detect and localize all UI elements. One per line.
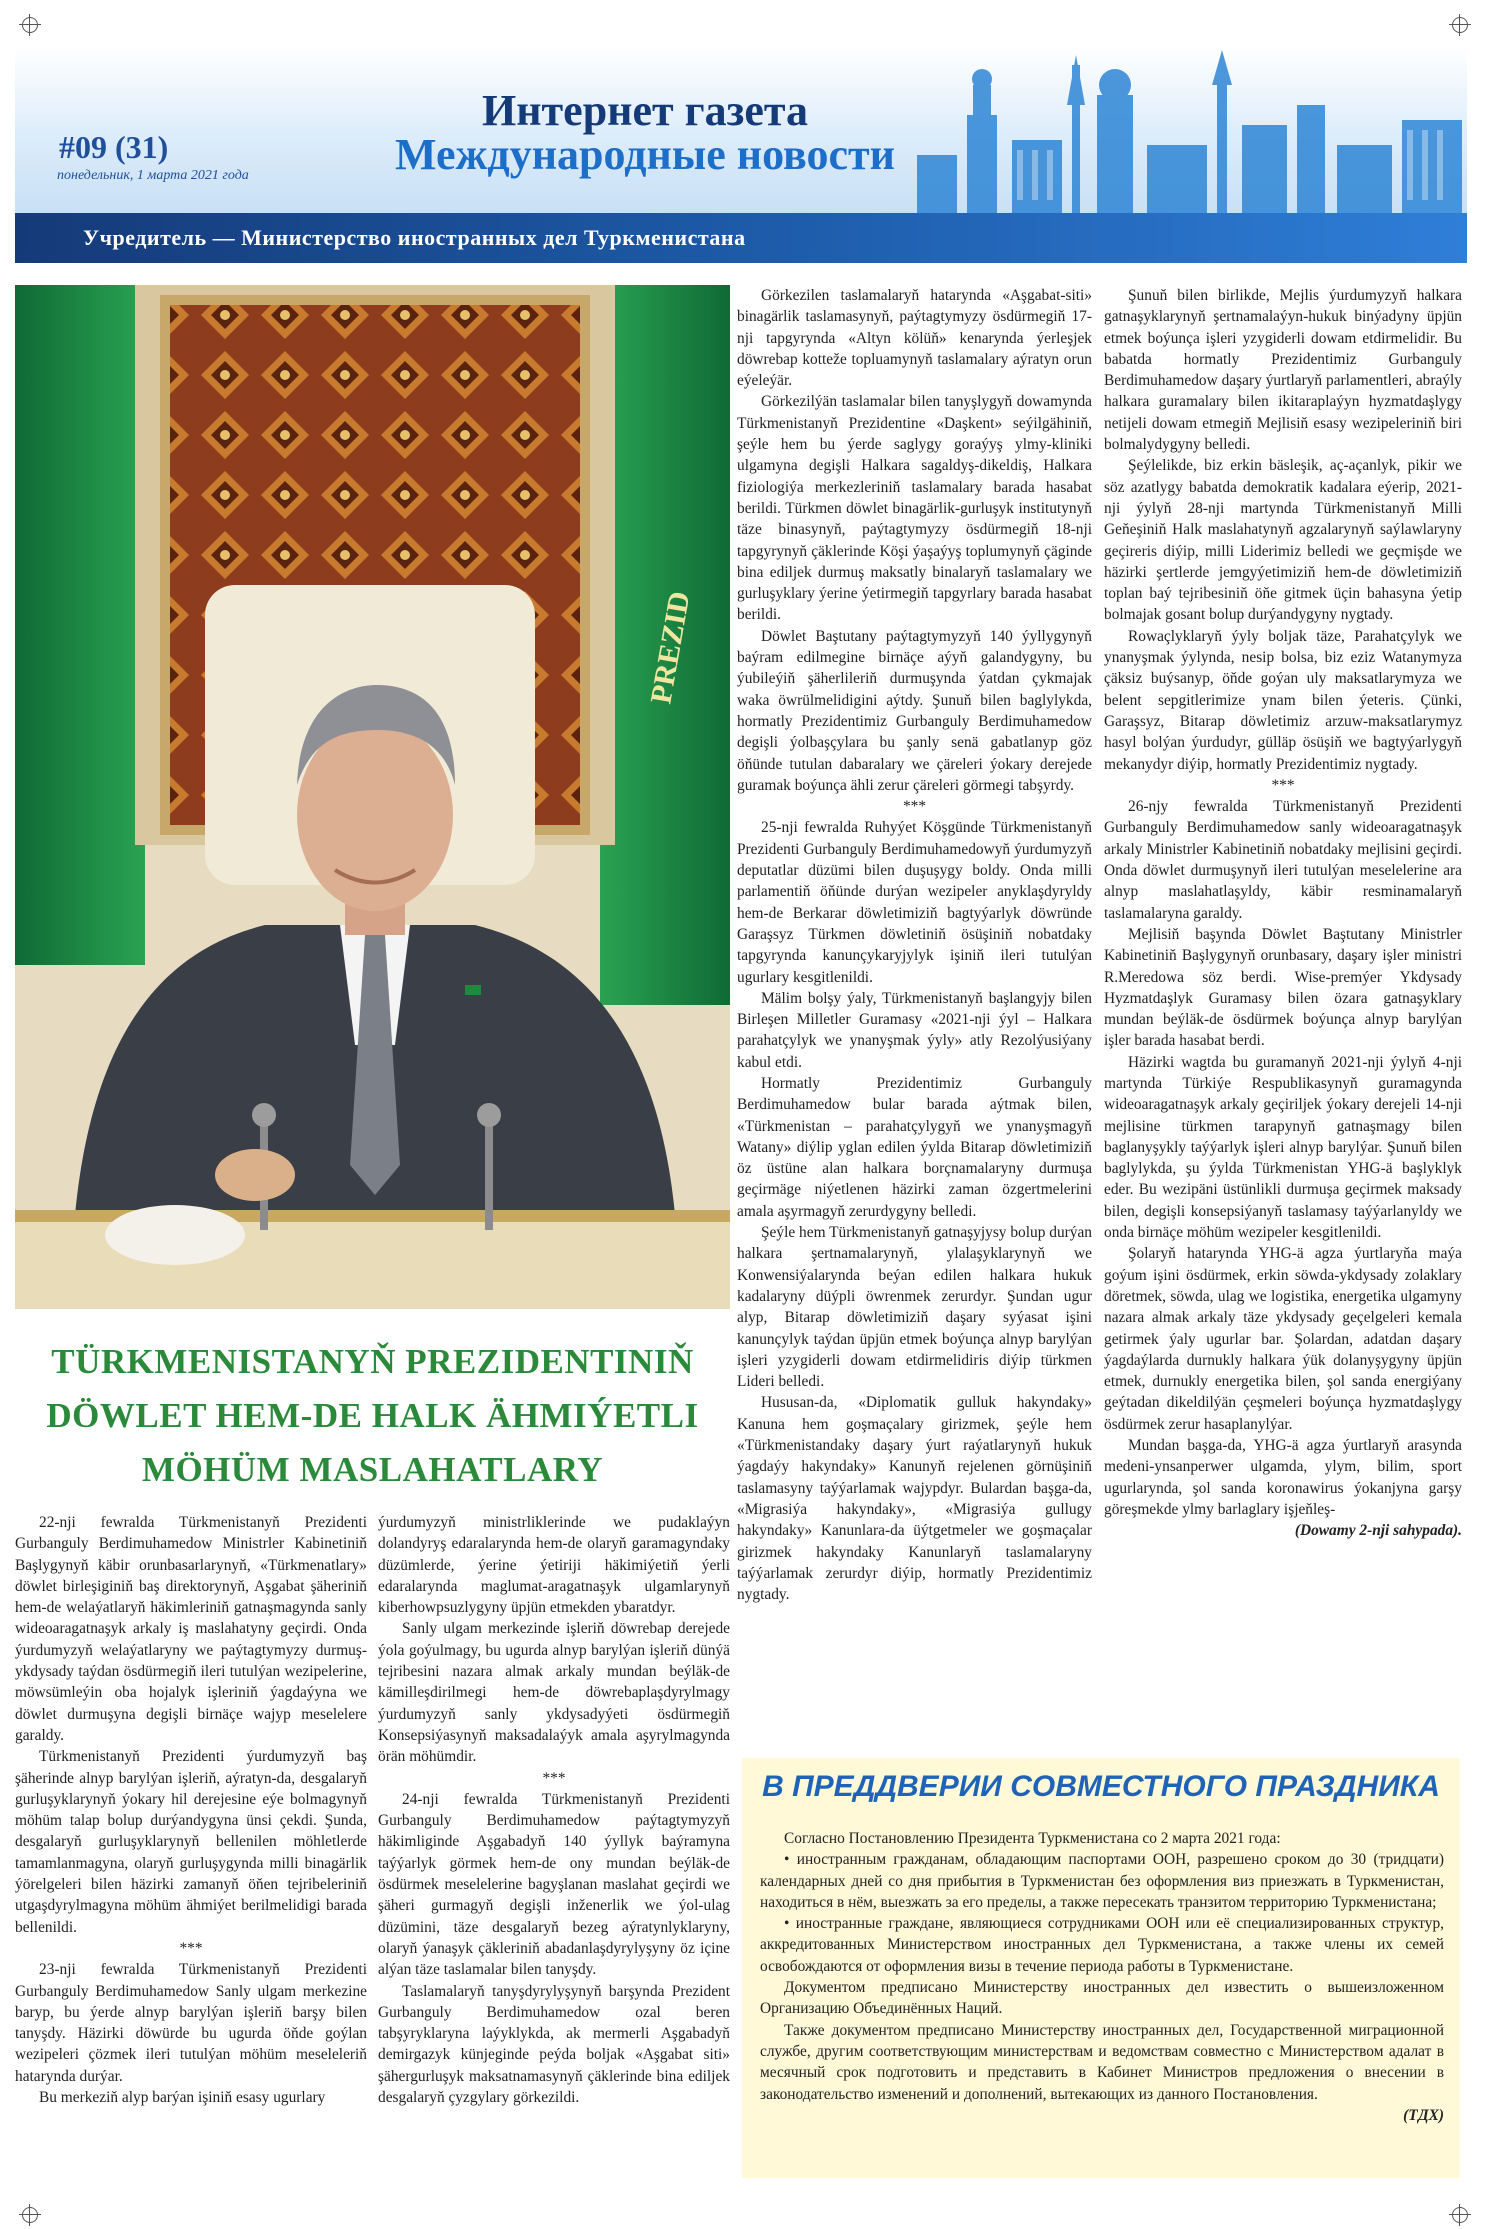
paragraph: Mälim bolşy ýaly, Türkmenistanyň başlangyjy bilen Birleşen Milletler Guramasy «2021-nji ýyl – Halkara parahatçylyk we ynanyşmak ýyly» atly Rezolýusiýany kabul etdi. bbox=[737, 989, 1092, 1071]
bullet-item: • иностранные граждане, являющиеся сотрудниками ООН или её специализированных структур, аккредитованных Министерством иностранных дел Туркменистана, а также члены их семей освобождаются от оформления визы в течение периода работы в Туркменистане. bbox=[760, 1915, 1444, 1975]
paragraph: Bu merkeziň alyp barýan işiniň esasy ugurlary bbox=[39, 2089, 326, 2107]
section-separator: *** bbox=[902, 798, 927, 816]
registration-mark-bottom-left bbox=[22, 2207, 38, 2223]
paragraph: Türkmenistanyň Prezidenti ýurdumyzyň baş şäherinde alnyp barylýan işleriň, aýratyn-da, desgalaryň gurluşyklarynyň ýokary hil derejesine eýe bolmagynyň möhüm talap bolup durýandygyna ünsi çekdi. Şunda, desgalaryň gurluşyklarynyň bellenilen möhletlerde tamamlanmagyna, olaryň gurluşygynda milli binagärlik ýörelgeleri bilen häzirki zamanyň öňen tejribeleriniň utgaşdyrylmagyna möhüm ähmiýet berilmelidigi barada bellenildi. bbox=[15, 1748, 367, 1936]
paragraph: Также документом предписано Министерству иностранных дел, Государственной миграционной службе, другим соответствующим министерствам и ведомствам совместно с Министерством адалат в месячный срок подготовить и представить в Кабинет Министров предложения о внесении в законодательство изменений и дополнений, вытекающих из данного Постановления. bbox=[760, 2021, 1444, 2103]
founder-text: Учредитель — Министерство иностранных дел Туркменистана bbox=[83, 225, 746, 250]
article-column-2 bbox=[378, 1512, 730, 2108]
masthead bbox=[15, 45, 1467, 213]
paragraph: 23-nji fewralda Türkmenistanyň Prezidenti Gurbanguly Berdimuhamedow Sanly ulgam merkezine baryp, bu ýerde alnyp barylýan işleriň barşy bilen tanyşdy. Häzirki döwürde bu ugurda öňde goýlan wezipeleri çözmek ileri tutulýan möhüm meseleleriň hatarynda durýar. bbox=[15, 1961, 367, 2085]
news-box bbox=[742, 1758, 1460, 2178]
paragraph: Häzirki wagtda bu guramanyň 2021-nji ýylyň 4-nji martynda Türkiýe Respublikasynyň guramagynda wideoaragatnaşyk arkaly geçiriljek ýokary derejeli 14-nji mejlisine türkmen tarapynyň gatnaşmagy bilen baglanyşykly taýýarlyk işleri alnyp barylýar. Şunuň bilen baglylykda, şu ýylda Türkmenistan YHG-ä başlyklyk eder. Bu wezipäni üstünlikli durmuşa geçirmek maksady bilen, degişli konsepsiýanyň taslamasy taýýarlanyldy we onda birnäçe möhüm wezipeler kesgitlenildi. bbox=[1104, 1053, 1462, 1242]
issue-number: #09 (31) bbox=[59, 129, 169, 165]
newspaper-title-line1: Интернет газета bbox=[481, 86, 809, 135]
bullet-item: • иностранным гражданам, обладающим паспортами ООН, разрешено сроком до 30 (тридцати) календарных дней со дня прибытия в Туркменистан без оформления виз приезжать в Туркменистан, находиться в нём, выезжать за его пределы, а также пересекать транзитом территорию Туркменистана; bbox=[760, 1851, 1444, 1911]
paragraph: 25-nji fewralda Ruhyýet Köşgünde Türkmenistanyň Prezidenti Gurbanguly Berdimuhamedowyň ýurdumyzyň deputatlar düzümi bilen duşuşygy boldy. Onda milli parlamentiň öňünde durýan wezipeler anyklaşdyryldy hem-de Berkarar döwletimiziň bagtyýarlyk döwründe Garaşsyz Türkmen döwletiniň ösüşiniň nobatdaky tapgyrynda kanunçykaryjylyk işiniň ileri tutulýan ugurlary kesgitlenildi. bbox=[737, 819, 1092, 986]
flag-text: PREZID bbox=[644, 588, 697, 707]
headline-line2: DÖWLET HEM-DE HALK ÄHMIÝETLI bbox=[46, 1396, 699, 1435]
paragraph: Şeýlelikde, biz erkin bäsleşik, aç-açanlyk, pikir we söz azatlygy babatda demokratik kadalara eýerip, 2021-nji ýylyň 28-nji martynda Türkmenistanyň Milli Geňeşiniň Halk maslahatynyň agzalarynyň saýlawlaryny geçireris diýip, milli Liderimiz belledi we geçmişde we häzirki şertlerde jemgyýetimiziň hem-de döwletimiziň toplan baý tejribesiniň öňe gitmek üçin bahasyna ýetip bolmajak gosant bolup durýandygyny nygtady. bbox=[1104, 457, 1462, 624]
news-box-title: В ПРЕДДВЕРИИ СОВМЕСТНОГО ПРАЗДНИКА bbox=[762, 1770, 1440, 1803]
paragraph: Согласно Постановлению Президента Туркменистана со 2 марта 2021 года: bbox=[784, 1830, 1281, 1847]
headline-line1: TÜRKMENISTANYŇ PREZIDENTINIŇ bbox=[51, 1342, 694, 1381]
registration-mark-top-right bbox=[1452, 17, 1468, 33]
paragraph: ýurdumyzyň ministrliklerinde we pudaklaýyn dolandyryş edaralarynda hem-de olaryň garamagyndaky düzümlerde, ýerine ýetiriji häkimiýetiň ýerli edaralarynda maglumat-aragatnaşyk ulgamlarynyň kiberhowpsuzlygyny üpjün etmekden ybaratdyr. bbox=[378, 1514, 730, 1617]
paragraph: Документом предписано Министерству иностранных дел известить о вышеизложенном Организацию Объединённых Наций. bbox=[760, 1979, 1444, 2018]
headline-line3: MÖHÜM MASLAHATLARY bbox=[141, 1450, 604, 1489]
paragraph: 24-nji fewralda Türkmenistanyň Prezidenti Gurbanguly Berdimuhamedow paýtagtymyzyň häkimliginde Aşgabadyň 140 ýyllyk baýramyna taýýarlyk görmek hem-de ony mundan beýläk-de ösdürmek meselelerine bagyşlanan maslahat geçirdi we şäheri gurmagyň degişli inženerlik we ýol-ulag düzümini, täze desgalaryň bezeg aýratynlyklaryny, olaryň ýanaşyk çäkleriniň abadanlaşdyrylyşyny öz içine alýan täze taslamalar bilen tanyşdy. bbox=[378, 1790, 730, 1979]
article-column-1 bbox=[15, 1512, 367, 2108]
section-separator: *** bbox=[179, 1939, 203, 1957]
article-column-4 bbox=[1104, 285, 1462, 1542]
section-separator: *** bbox=[1271, 776, 1295, 794]
masthead-banner bbox=[15, 45, 1467, 213]
paragraph: Döwlet Baştutany paýtagtymyzyň 140 ýyllygynyň baýram edilmegine birnäçe aýyň galandygyny, bu ýubileýiň şäherlileriň durmuşynda ýatdan çykmajak waka öwrülmelidigini aýtdy. Şunuň bilen baglylykda, hormatly Prezidentimiz Gurbanguly Berdimuhamedow degişli ýolbaşçylara bu şanly senä gabatlanyp göz öňünde tutulan dabaralary we çäreleri ýokary derejede guramak boýunça ähli zerur çäreleri görmegi tabşyrdy. bbox=[737, 627, 1092, 794]
paragraph: Görkezilen taslamalaryň hatarynda «Aşgabat-siti» binagärlik taslamasynyň, paýtagtymyzy ösdürmegiň 17-nji tapgyrynda «Altyn kölüň» kenarynda ýerleşjek döwrebap kotteže topluamynyň taslamalary aýratyn orun eýeleýär. bbox=[737, 287, 1092, 390]
paragraph: Taslamalaryň tanyşdyrylyşynyň barşynda Prezident Gurbanguly Berdimuhamedow ozal beren tabşyryklaryna laýyklykda, ak mermerli Aşgabadyň demirgazyk künjeginde peýda boljak «Aşgabat siti» şähergurluşyk maksatnamasynyň çäklerinde bina ediljek desgalaryň çyzgylary görkezildi. bbox=[378, 1982, 730, 2107]
newspaper-title-line2: Международные новости bbox=[395, 130, 895, 179]
paragraph: Mejlisiň başynda Döwlet Baştutany Ministrler Kabinetiniň Başlygynyň orunbasary, daşary işler ministri R.Meredowa söz berdi. Wise-premýer Ykdysady Hyzmatdaşlyk Guramasy bilen özara gatnaşyklary mundan beýläk-de ösdürmek boýunça alnyp barylýan işler barada hasabat berdi. bbox=[1104, 925, 1462, 1050]
main-headline bbox=[15, 1335, 730, 1497]
article-column-3 bbox=[737, 285, 1092, 1605]
news-box-body bbox=[760, 1828, 1444, 2126]
source-credit: (ТДХ) bbox=[1403, 2106, 1444, 2124]
paragraph: Hususan-da, «Diplomatik gulluk hakyndaky» Kanuna hem goşmaçalary girizmek, şeýle hem «Türkmenistandaky daşary ýurt raýatlarynyň hukuk ýagdaýy hakyndaky» Kanunyň rejelenen görnüşiniň taslamasyny taýýarlamak wajypdyr. Bulardan başga-da, «Migrasiýa hakyndaky», «Migrasiýa gullugy hakyndaky» Kanunlara-da üýtgetmeler we goşmaçalar girizmek hakyndaky Kanunlaryň taslamalaryny taýýarlamak zerurdyr diýip, hormatly Prezidentimiz nygtady. bbox=[737, 1394, 1092, 1604]
paragraph: Hormatly Prezidentimiz Gurbanguly Berdimuhamedow bular barada aýtmak bilen, «Türkmenistan – parahatçylygyň we ynanyşmagyň Watany» diýlip yglan edilen ýylda Bitarap döwletimiziň öz üstüne alan halkara borçnamalaryny durmuşa geçirmäge niýetlenen häzirki zaman özgertmelerini amala aşyrmagyň zerurdygyny belledi. bbox=[737, 1074, 1092, 1220]
continued-note: (Dowamy 2-nji sahypada). bbox=[1294, 1522, 1462, 1540]
paragraph: 26-njy fewralda Türkmenistanyň Prezidenti Gurbanguly Berdimuhamedow sanly wideoaragatnaşyk arkaly Ministrler Kabinetiniň nobatdaky mejlisini geçirdi. Onda döwlet durmuşynyň ileri tutulýan meselelerine ara alnyp maslahatlaşyldy, käbir resminamalaryň taslamalaryna garaldy. bbox=[1104, 798, 1462, 922]
registration-mark-top-left bbox=[22, 17, 38, 33]
paragraph: Şeýle hem Türkmenistanyň gatnaşyjysy bolup durýan halkara şertnamalarynyň, ylalaşyklarynyň we Konwensiýalarynda beýan edilen halkara hukuk kadalaryny düýpli öwrenmek zerurdyr. Şundan ugur alyp, Bitarap döwletimiziň daşary syýasat işini kanunçylyk taýdan üpjün etmek boýunça alnyp barylýan işleri yzygiderli dowam etdirmelidiris diýip türkmen Lideri belledi. bbox=[737, 1224, 1092, 1391]
section-separator: *** bbox=[542, 1769, 566, 1787]
paragraph: Rowaçlyklaryň ýyly boljak täze, Parahatçylyk we ynanyşmak ýylynda, nesip bolsa, biz eziz Watanymyza çäksiz buýsanyp, öňde goýan uly maksatlarymyza we belent sepgitlerimize ynam bilen ýeteris. Çünki, Garaşsyz, Bitarap döwletimiz arzuw-maksatlarymyz hasyl bolýan ýurdudyr, gülläp ösüşiň we bagtyýarlygyň mekanydyr diýip, hormatly Prezidentimiz nygtady. bbox=[1104, 627, 1462, 773]
registration-mark-bottom-right bbox=[1452, 2207, 1468, 2223]
paragraph: Mundan başga-da, YHG-ä agza ýurtlaryň arasynda medeni-ynsanperwer ulgamda, ylym, bilim, sport ugurlarynda, şol sanda koronawirus ýokanjyna garşy göreşmekde ylmy barlaglary işjeňleş- bbox=[1104, 1437, 1462, 1518]
paragraph: 22-nji fewralda Türkmenistanyň Prezidenti Gurbanguly Berdimuhamedow Ministrler Kabinetiniň Başlygynyň käbir orunbasarlarynyň, «Türkmenatlary» döwlet birleşiginiň baş direktorynyň, Aşgabat şäheriniň hem-de welaýatlaryň häkimleriniň gatnaşmagynda sanly wideoaragatnaşyk arkaly iş maslahatyny geçirdi. Onda ýurdumyzyň welaýatlaryny we paýtagtymyzy durmuş-ykdysady taýdan ösdürmegiň ileri tutulýan wezipelerine, möwsümleýin oba hojalyk işleriniň ýagdaýyna we döwlet durmuşyna degişli birnäçe wajyp meselelere garaldy. bbox=[15, 1514, 367, 1744]
issue-date: понедельник, 1 марта 2021 года bbox=[57, 168, 249, 183]
paragraph: Şolaryň hatarynda YHG-ä agza ýurtlaryňa maýa goýum işini ösdürmek, erkin söwda-ykdysady zolaklary döretmek, söwda, ulag we logistika, energetika ulgamyny nazara almak arkaly täze ykdysady geçelgeleri kemala getirmek ýaly ugurlar bar. Şolardan, adatdan daşary ýagdaýlarda durnukly halkara ýük dolanyşygyny üpjün etmek, durnukly energetika bilen, şol sanda energiýany geýtadan dikeldilýän çeşmeleri boýunça hyzmatdaşlygy ösdürmek zerur hasaplanylýar. bbox=[1104, 1245, 1462, 1433]
paragraph: Sanly ulgam merkezinde işleriň döwrebap derejede ýola goýulmagy, bu ugurda alnyp barylýan işleriň dünýä tejribesini nazara almak arkaly mundan beýläk-de kämilleşdirilmegi hem-de döwrebaplaşdyrylmagy ýurdumyzyň sanly ykdysadyýeti ösdürmegiň Konsepsiýasynyň maksadalaýyk amala aşyrylmagynda örän möhümdir. bbox=[378, 1620, 730, 1766]
city-skyline-illustration bbox=[907, 45, 1467, 213]
paragraph: Şunuň bilen birlikde, Mejlis ýurdumyzyň halkara gatnaşyklarynyň şertnamalaýyn-hukuk binýadyny üpjün etmek boýunça işleri yzygiderli dowam etdirmelidir. Bu babatda hormatly Prezidentimiz Gurbanguly Berdimuhamedow daşary ýurtlaryň parlamentleri, abraýly halkara guramalary bilen ikitaraplaýyn hyzmatdaşlygy netijeli dowam etmegiň Mejlisiň esasy wezipeleriniň biri bolmalydygyny belledi. bbox=[1104, 287, 1462, 454]
president-photo bbox=[15, 285, 730, 1309]
paragraph: Görkezilýän taslamalar bilen tanyşlygyň dowamynda Türkmenistanyň Prezidentine «Daşkent» seýilgähiniň, şeýle hem bu ýerde saglygy goraýyş ylmy-kliniki ulgamyna degişli Halkara sagaldyş-dikeldiş, Halkara fiziologiýa merkezleriniň taslamalary barada hasabat berildi. Türkmen döwlet binagärlik-gurluşyk institutynyň täze binasynyň, paýtagtymyzy ösdürmegiň 18-nji tapgyrynyň çäklerinde Köşi ýaşaýyş toplumynyň çäginde bina ediljek durmuş maksatly binalaryň taslamalary we gurluşyklary ýerine ýetirmegiň tapgyrlary barada hasabat berildi. bbox=[737, 393, 1092, 624]
founder-bar bbox=[15, 213, 1467, 263]
